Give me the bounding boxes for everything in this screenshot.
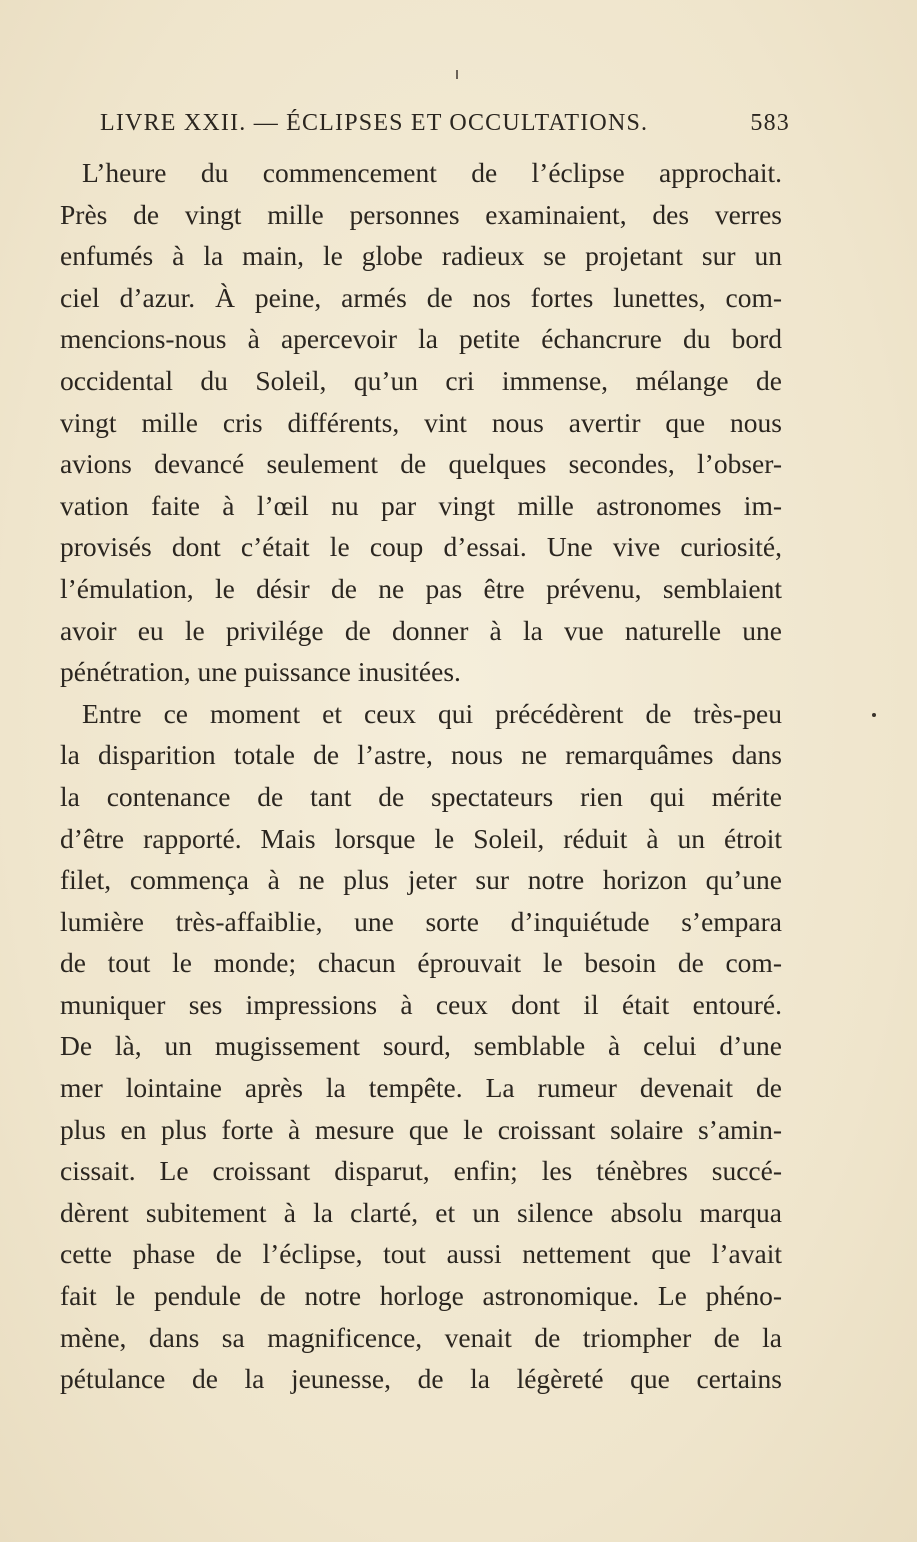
margin-dot xyxy=(872,713,876,717)
text-line: vation faite à l’œil nu par vingt mille astronomes im- xyxy=(60,489,782,521)
text-line: cissait. Le croissant disparut, enfin; les ténèbres succé- xyxy=(60,1155,782,1187)
text-line: d’être rapporté. Mais lorsque le Soleil, réduit à un étroit xyxy=(60,822,782,854)
text-line: occidental du Soleil, qu’un cri immense, mélange de xyxy=(60,364,782,396)
text-line: dèrent subitement à la clarté, et un silence absolu marqua xyxy=(60,1196,782,1228)
gutter-mark xyxy=(456,70,458,79)
text-line: vingt mille cris différents, vint nous avertir que nous xyxy=(60,406,782,438)
text-line: avoir eu le privilége de donner à la vue naturelle une xyxy=(60,614,782,646)
text-line: Entre ce moment et ceux qui précédèrent de très-peu xyxy=(82,697,782,729)
text-line: fait le pendule de notre horloge astronomique. Le phéno- xyxy=(60,1280,782,1312)
text-line: enfumés à la main, le globe radieux se projetant sur un xyxy=(60,240,782,272)
text-line: filet, commença à ne plus jeter sur notre horizon qu’une xyxy=(60,864,782,896)
text-line: plus en plus forte à mesure que le croissant solaire s’amin- xyxy=(60,1113,782,1145)
text-line: avions devancé seulement de quelques secondes, l’obser- xyxy=(60,448,782,480)
running-head-title: LIVRE XXII. — ÉCLIPSES ET OCCULTATIONS. xyxy=(100,110,649,136)
text-line: pénétration, une puissance inusitées. xyxy=(60,656,461,688)
body-text xyxy=(60,152,782,1400)
text-line: la disparition totale de l’astre, nous ne remarquâmes dans xyxy=(60,739,782,771)
text-line: pétulance de la jeunesse, de la légèreté que certains xyxy=(60,1363,782,1395)
text-line: de tout le monde; chacun éprouvait le besoin de com- xyxy=(60,947,782,979)
text-line: mène, dans sa magnificence, venait de triompher de la xyxy=(60,1321,782,1353)
text-line: De là, un mugissement sourd, semblable à celui d’une xyxy=(60,1030,782,1062)
text-line: L’heure du commencement de l’éclipse approchait. xyxy=(82,157,782,188)
text-line: cette phase de l’éclipse, tout aussi nettement que l’avait xyxy=(60,1238,782,1270)
running-head xyxy=(100,106,790,140)
text-line: Près de vingt mille personnes examinaient, des verres xyxy=(60,198,782,230)
text-line: provisés dont c’était le coup d’essai. Une vive curiosité, xyxy=(60,531,782,563)
text-line: ciel d’azur. À peine, armés de nos fortes lunettes, com- xyxy=(60,281,782,313)
text-line: mencions-nous à apercevoir la petite échancrure du bord xyxy=(60,323,782,355)
page-number: 583 xyxy=(750,110,790,136)
text-line: l’émulation, le désir de ne pas être prévenu, semblaient xyxy=(60,572,782,604)
text-line: muniquer ses impressions à ceux dont il était entouré. xyxy=(60,988,782,1020)
text-line: lumière très-affaiblie, une sorte d’inquiétude s’empara xyxy=(60,905,782,937)
text-line: mer lointaine après la tempête. La rumeur devenait de xyxy=(60,1072,782,1104)
text-line: la contenance de tant de spectateurs rien qui mérite xyxy=(60,780,782,812)
